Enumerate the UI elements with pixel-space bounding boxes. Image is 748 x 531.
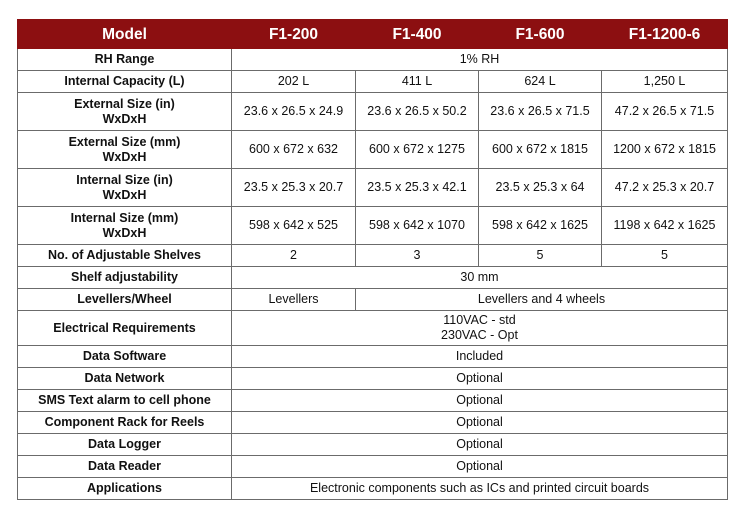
cell: 411 L (356, 71, 479, 93)
row-label (18, 169, 232, 207)
label-line: WxDxH (102, 149, 147, 164)
row-label: Data Software (18, 346, 232, 368)
value-line: 230VAC - Opt (441, 328, 518, 342)
row-label (18, 131, 232, 169)
row-label (18, 207, 232, 245)
cell: 23.6 x 26.5 x 50.2 (356, 93, 479, 131)
row-adjustable-shelves (18, 245, 728, 267)
row-value: Optional (232, 390, 728, 412)
row-label: Data Reader (18, 456, 232, 478)
header-model-2: F1-400 (356, 20, 479, 49)
row-label: RH Range (18, 49, 232, 71)
row-label: Shelf adjustability (18, 267, 232, 289)
label-line: WxDxH (102, 187, 147, 202)
row-label: Data Logger (18, 434, 232, 456)
row-sms-alarm (18, 390, 728, 412)
cell: 3 (356, 245, 479, 267)
header-model-3: F1-600 (479, 20, 602, 49)
row-value: Optional (232, 368, 728, 390)
cell: 1198 x 642 x 1625 (602, 207, 728, 245)
row-value: Included (232, 346, 728, 368)
cell: 23.5 x 25.3 x 20.7 (232, 169, 356, 207)
row-label: Component Rack for Reels (18, 412, 232, 434)
row-electrical (18, 311, 728, 346)
cell: 600 x 672 x 632 (232, 131, 356, 169)
row-label: No. of Adjustable Shelves (18, 245, 232, 267)
row-value: Optional (232, 412, 728, 434)
spec-table (17, 19, 728, 500)
cell: 23.6 x 26.5 x 71.5 (479, 93, 602, 131)
cell: 1200 x 672 x 1815 (602, 131, 728, 169)
row-value: Electronic components such as ICs and printed circuit boards (232, 478, 728, 500)
cell: 5 (479, 245, 602, 267)
header-model-1: F1-200 (232, 20, 356, 49)
cell: 598 x 642 x 525 (232, 207, 356, 245)
row-label: Levellers/Wheel (18, 289, 232, 311)
cell: 5 (602, 245, 728, 267)
row-data-software (18, 346, 728, 368)
row-value: Levellers and 4 wheels (356, 289, 728, 311)
row-data-network (18, 368, 728, 390)
cell: 202 L (232, 71, 356, 93)
row-label: SMS Text alarm to cell phone (18, 390, 232, 412)
cell: 47.2 x 26.5 x 71.5 (602, 93, 728, 131)
cell: 23.5 x 25.3 x 64 (479, 169, 602, 207)
row-component-rack (18, 412, 728, 434)
cell: 598 x 642 x 1070 (356, 207, 479, 245)
cell: 23.6 x 26.5 x 24.9 (232, 93, 356, 131)
label-line: WxDxH (102, 225, 147, 240)
row-levellers-wheel (18, 289, 728, 311)
row-label: Internal Capacity (L) (18, 71, 232, 93)
label-line: Internal Size (in) (76, 172, 173, 187)
cell: 598 x 642 x 1625 (479, 207, 602, 245)
row-label (18, 93, 232, 131)
cell: 600 x 672 x 1275 (356, 131, 479, 169)
header-model: Model (18, 20, 232, 49)
row-value: 1% RH (232, 49, 728, 71)
row-internal-size-in (18, 169, 728, 207)
cell: 624 L (479, 71, 602, 93)
row-value (232, 311, 728, 346)
header-row (18, 20, 728, 49)
row-rh-range (18, 49, 728, 71)
label-line: External Size (mm) (68, 134, 181, 149)
row-internal-capacity (18, 71, 728, 93)
label-line: Internal Size (mm) (70, 210, 179, 225)
cell: 1,250 L (602, 71, 728, 93)
row-value: 30 mm (232, 267, 728, 289)
cell: 23.5 x 25.3 x 42.1 (356, 169, 479, 207)
row-external-size-mm (18, 131, 728, 169)
row-value: Optional (232, 434, 728, 456)
row-shelf-adjustability (18, 267, 728, 289)
cell: 600 x 672 x 1815 (479, 131, 602, 169)
row-data-logger (18, 434, 728, 456)
row-label: Data Network (18, 368, 232, 390)
label-line: External Size (in) (74, 96, 175, 111)
row-value: Optional (232, 456, 728, 478)
row-label: Electrical Requirements (18, 311, 232, 346)
row-external-size-in (18, 93, 728, 131)
row-internal-size-mm (18, 207, 728, 245)
header-model-4: F1-1200-6 (602, 20, 728, 49)
cell: 2 (232, 245, 356, 267)
row-data-reader (18, 456, 728, 478)
row-applications (18, 478, 728, 500)
row-label: Applications (18, 478, 232, 500)
label-line: WxDxH (102, 111, 147, 126)
value-line: 110VAC - std (443, 313, 516, 327)
cell: Levellers (232, 289, 356, 311)
cell: 47.2 x 25.3 x 20.7 (602, 169, 728, 207)
